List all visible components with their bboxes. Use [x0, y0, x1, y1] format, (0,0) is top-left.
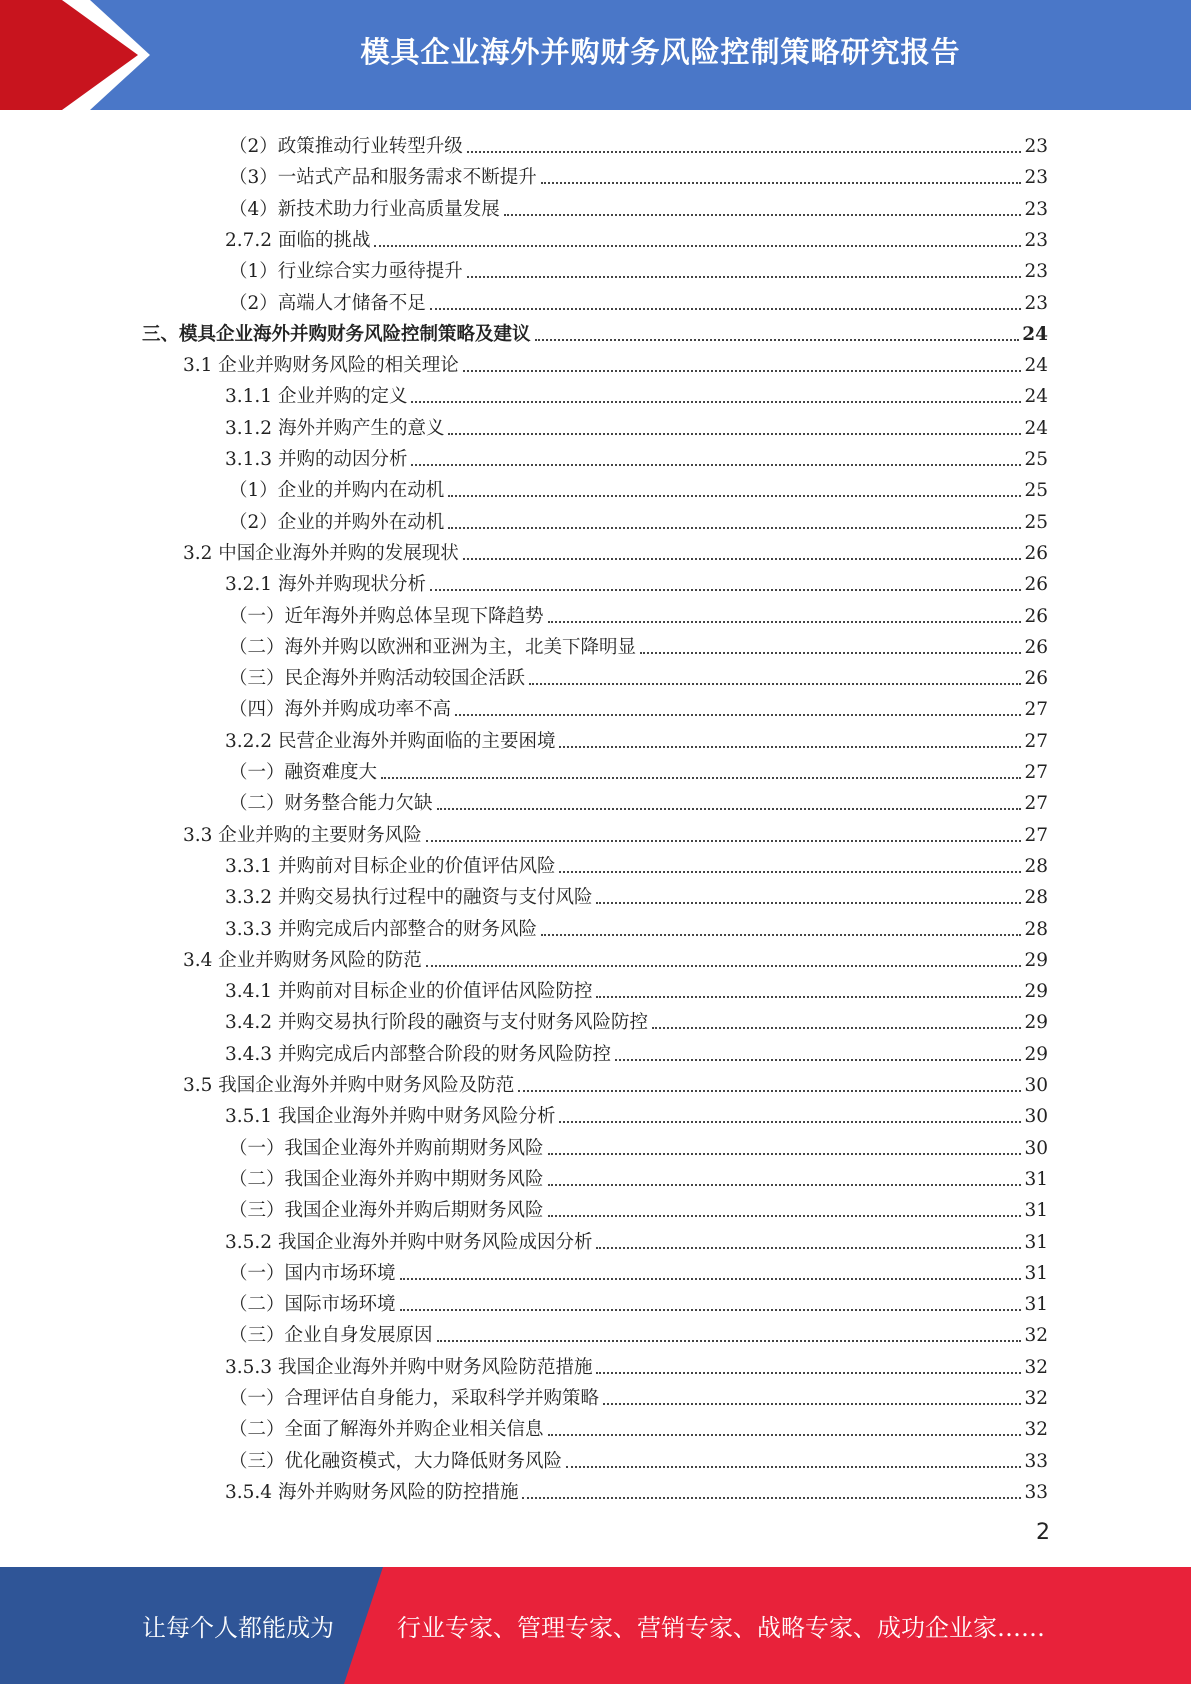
toc-entry-title: 3.4.1 并购前对目标企业的价值评估风险防控	[225, 981, 593, 1003]
toc-entry[interactable]	[229, 753, 1048, 784]
toc-entry[interactable]	[229, 1160, 1048, 1191]
toc-entry-title: （二）国际市场环境	[229, 1294, 396, 1316]
toc-entry-page: 31	[1024, 1231, 1048, 1253]
toc-entry[interactable]	[229, 690, 1048, 721]
toc-entry-title: （一）近年海外并购总体呈现下降趋势	[229, 605, 544, 627]
toc-entry-title: （三）优化融资模式，大力降低财务风险	[229, 1450, 563, 1472]
toc-entry-title: 3.5.4 海外并购财务风险的防控措施	[225, 1481, 519, 1503]
toc-entry[interactable]	[225, 1003, 1048, 1034]
toc-dot-leader	[400, 1278, 1022, 1280]
toc-dot-leader	[535, 339, 1020, 341]
toc-entry-title: （1）企业的并购内在动机	[229, 480, 445, 502]
toc-dot-leader	[640, 652, 1021, 654]
toc-dot-leader	[615, 1059, 1021, 1061]
toc-entry-title: （三）民企海外并购活动较国企活跃	[229, 668, 526, 690]
toc-entry-title: 3.3.2 并购交易执行过程中的融资与支付风险	[225, 887, 593, 909]
toc-entry[interactable]	[225, 1348, 1048, 1379]
toc-entry-title: 3.4.2 并购交易执行阶段的融资与支付财务风险防控	[225, 1012, 648, 1034]
toc-entry-page: 32	[1024, 1388, 1048, 1409]
toc-entry-title: （一）融资难度大	[229, 762, 378, 783]
toc-entry-title: 3.5 我国企业海外并购中财务风险及防范	[183, 1075, 515, 1096]
toc-entry-page: 29	[1024, 1012, 1048, 1034]
toc-dot-leader	[381, 777, 1021, 779]
toc-entry-title: （2）政策推动行业转型升级	[229, 136, 463, 157]
toc-dot-leader	[541, 934, 1021, 936]
toc-entry-title: 3.2.1 海外并购现状分析	[225, 574, 426, 596]
toc-dot-leader	[448, 495, 1021, 497]
toc-entry-title: 2.7.2 面临的挑战	[225, 229, 371, 251]
toc-dot-leader	[437, 1340, 1022, 1342]
toc-entry[interactable]	[225, 972, 1048, 1003]
toc-dot-leader	[529, 683, 1021, 685]
toc-entry[interactable]	[225, 565, 1048, 596]
toc-dot-leader	[467, 151, 1022, 153]
toc-entry-title: （4）新技术助力行业高质量发展	[229, 198, 500, 220]
toc-entry-page: 33	[1024, 1450, 1048, 1472]
toc-dot-leader	[596, 1372, 1021, 1374]
toc-dot-leader	[559, 1121, 1021, 1123]
toc-entry[interactable]	[229, 1379, 1048, 1410]
toc-entry[interactable]	[229, 1254, 1048, 1285]
toc-entry[interactable]	[225, 910, 1048, 941]
toc-entry[interactable]	[225, 221, 1048, 252]
toc-entry-page: 25	[1024, 511, 1048, 533]
toc-entry[interactable]	[225, 1223, 1048, 1254]
toc-entry-title: 3.3.3 并购完成后内部整合的财务风险	[225, 918, 537, 940]
toc-entry-title: 3.5.3 我国企业海外并购中财务风险防范措施	[225, 1356, 593, 1378]
toc-entry[interactable]	[229, 1410, 1048, 1441]
toc-dot-leader	[426, 840, 1022, 842]
toc-entry[interactable]	[229, 471, 1048, 502]
toc-entry[interactable]	[229, 158, 1048, 189]
toc-entry-page: 31	[1024, 1262, 1048, 1284]
toc-entry-page: 32	[1024, 1356, 1048, 1378]
toc-entry-page: 29	[1024, 949, 1048, 971]
toc-dot-leader	[596, 902, 1021, 904]
toc-entry[interactable]	[229, 659, 1048, 690]
toc-entry-title: （二）全面了解海外并购企业相关信息	[229, 1419, 544, 1441]
toc-entry-title: 三、模具企业海外并购财务风险控制策略及建议	[142, 323, 531, 345]
toc-dot-leader	[603, 1403, 1021, 1405]
toc-entry[interactable]	[225, 847, 1048, 878]
toc-entry-page: 25	[1024, 480, 1048, 502]
report-title: 模具企业海外并购财务风险控制策略研究报告	[360, 34, 961, 69]
toc-entry-title: 3.1 企业并购财务风险的相关理论	[183, 355, 459, 377]
toc-entry-page: 26	[1024, 574, 1048, 596]
toc-entry-page: 29	[1024, 1043, 1048, 1065]
toc-entry-page: 23	[1024, 292, 1048, 314]
toc-entry[interactable]	[229, 1316, 1048, 1347]
toc-entry-page: 30	[1024, 1137, 1048, 1159]
toc-entry-page: 28	[1024, 887, 1048, 909]
toc-entry-page: 30	[1024, 1106, 1048, 1128]
toc-dot-leader	[504, 214, 1022, 216]
toc-entry[interactable]	[229, 284, 1048, 315]
toc-entry-title: （二）我国企业海外并购中期财务风险	[229, 1168, 544, 1190]
toc-dot-leader	[522, 1497, 1021, 1499]
toc-entry-page: 31	[1024, 1168, 1048, 1190]
toc-dot-leader	[411, 464, 1021, 466]
toc-entry-page: 24	[1024, 386, 1048, 408]
toc-entry-title: （2）企业的并购外在动机	[229, 511, 445, 533]
toc-entry[interactable]	[225, 1097, 1048, 1128]
toc-entry-page: 32	[1024, 1325, 1048, 1347]
toc-entry-page: 26	[1024, 605, 1048, 627]
toc-entry[interactable]	[229, 127, 1048, 158]
toc-entry-page: 27	[1024, 824, 1048, 846]
toc-dot-leader	[548, 1215, 1022, 1217]
toc-entry-title: 3.1.3 并购的动因分析	[225, 449, 408, 470]
toc-entry-page: 23	[1024, 229, 1048, 251]
toc-entry-page: 28	[1024, 918, 1048, 940]
toc-entry-title: （四）海外并购成功率不高	[229, 699, 452, 721]
toc-entry[interactable]	[225, 409, 1048, 440]
toc-entry-title: （2）高端人才储备不足	[229, 292, 426, 314]
toc-dot-leader	[548, 1184, 1022, 1186]
toc-dot-leader	[548, 1153, 1022, 1155]
toc-entry-page: 23	[1024, 136, 1048, 157]
toc-entry-title: （三）企业自身发展原因	[229, 1325, 433, 1347]
toc-dot-leader	[559, 746, 1021, 748]
toc-dot-leader	[559, 871, 1021, 873]
toc-entry[interactable]	[225, 722, 1048, 753]
toc-entry-page: 28	[1024, 855, 1048, 877]
toc-entry-title: 3.3.1 并购前对目标企业的价值评估风险	[225, 855, 556, 877]
toc-entry[interactable]	[229, 628, 1048, 659]
footer-slogan-left: 让每个人都能成为	[142, 1614, 334, 1642]
toc-entry[interactable]	[183, 346, 1048, 377]
toc-dot-leader	[596, 996, 1021, 998]
toc-entry-page: 26	[1024, 636, 1048, 658]
toc-entry-page: 23	[1024, 167, 1048, 189]
toc-entry-page: 24	[1024, 417, 1048, 439]
toc-dot-leader	[518, 1090, 1021, 1092]
toc-entry-page: 23	[1024, 261, 1048, 283]
toc-dot-leader	[548, 621, 1022, 623]
toc-entry-title: 3.2 中国企业海外并购的发展现状	[183, 542, 459, 564]
toc-entry-page: 26	[1024, 668, 1048, 690]
toc-entry[interactable]	[225, 1473, 1048, 1504]
toc-dot-leader	[430, 308, 1022, 310]
toc-entry[interactable]	[229, 190, 1048, 221]
toc-entry-title: 3.1.1 企业并购的定义	[225, 386, 408, 408]
toc-entry-page: 27	[1024, 793, 1048, 815]
toc-entry-title: （1）行业综合实力亟待提升	[229, 261, 463, 283]
toc-entry-title: 3.1.2 海外并购产生的意义	[225, 417, 445, 439]
toc-dot-leader	[548, 1434, 1022, 1436]
toc-entry-title: （三）我国企业海外并购后期财务风险	[229, 1200, 544, 1222]
toc-dot-leader	[463, 370, 1022, 372]
toc-dot-leader	[448, 433, 1021, 435]
toc-entry-page: 31	[1024, 1200, 1048, 1222]
page-footer	[0, 1567, 1191, 1684]
toc-entry-page: 26	[1024, 542, 1048, 564]
toc-entry-title: （二）财务整合能力欠缺	[229, 793, 433, 815]
toc-entry[interactable]	[229, 1442, 1048, 1473]
toc-entry-page: 24	[1022, 323, 1048, 345]
toc-entry-title: （一）合理评估自身能力，采取科学并购策略	[229, 1388, 600, 1409]
toc-entry-title: 3.5.2 我国企业海外并购中财务风险成因分析	[225, 1231, 593, 1253]
page-header	[0, 0, 1191, 110]
toc-entry[interactable]	[229, 503, 1048, 534]
toc-entry[interactable]	[229, 784, 1048, 815]
toc-entry-page: 29	[1024, 981, 1048, 1003]
toc-entry-page: 33	[1024, 1481, 1048, 1503]
page-number: 2	[1036, 1520, 1050, 1545]
toc-entry-page: 32	[1024, 1419, 1048, 1441]
toc-entry-page: 23	[1024, 198, 1048, 220]
footer-slogan-right: 行业专家、管理专家、营销专家、战略专家、成功企业家……	[397, 1614, 1045, 1642]
toc-entry[interactable]	[229, 597, 1048, 628]
toc-dot-leader	[430, 589, 1021, 591]
toc-dot-leader	[541, 182, 1022, 184]
toc-entry-page: 24	[1024, 355, 1048, 377]
toc-entry-page: 25	[1024, 449, 1048, 470]
toc-entry[interactable]	[183, 534, 1048, 565]
toc-entry[interactable]	[229, 1129, 1048, 1160]
toc-dot-leader	[455, 714, 1021, 716]
toc-entry[interactable]	[225, 440, 1048, 471]
toc-entry[interactable]	[229, 252, 1048, 283]
toc-entry-page: 27	[1024, 699, 1048, 721]
toc-dot-leader	[411, 401, 1021, 403]
toc-entry-title: 3.4 企业并购财务风险的防范	[183, 949, 422, 971]
toc-entry[interactable]	[229, 1191, 1048, 1222]
toc-dot-leader	[437, 808, 1022, 810]
toc-dot-leader	[596, 1247, 1021, 1249]
toc-dot-leader	[652, 1027, 1021, 1029]
toc-entry-title: （3）一站式产品和服务需求不断提升	[229, 167, 537, 189]
toc-entry[interactable]	[183, 816, 1048, 847]
toc-dot-leader	[463, 558, 1022, 560]
toc-entry-title: （二）海外并购以欧洲和亚洲为主，北美下降明显	[229, 636, 637, 658]
toc-entry[interactable]	[229, 1285, 1048, 1316]
toc-dot-leader	[426, 965, 1022, 967]
toc-entry-page: 30	[1024, 1075, 1048, 1096]
toc-entry-title: 3.2.2 民营企业海外并购面临的主要困境	[225, 730, 556, 752]
toc-dot-leader	[374, 245, 1021, 247]
toc-entry-page: 27	[1024, 762, 1048, 783]
toc-entry[interactable]	[183, 1066, 1048, 1097]
toc-dot-leader	[566, 1466, 1021, 1468]
toc-dot-leader	[448, 527, 1021, 529]
toc-entry[interactable]	[142, 315, 1048, 346]
toc-entry[interactable]	[225, 1035, 1048, 1066]
toc-entry-title: （一）我国企业海外并购前期财务风险	[229, 1137, 544, 1159]
toc-entry-page: 31	[1024, 1294, 1048, 1316]
toc-dot-leader	[467, 276, 1022, 278]
toc-entry-page: 27	[1024, 730, 1048, 752]
toc-dot-leader	[400, 1309, 1022, 1311]
toc-entry-title: 3.3 企业并购的主要财务风险	[183, 824, 422, 846]
toc-entry-title: 3.5.1 我国企业海外并购中财务风险分析	[225, 1106, 556, 1128]
toc-entry-title: （一）国内市场环境	[229, 1262, 396, 1284]
toc-entry[interactable]	[225, 878, 1048, 909]
toc-entry-title: 3.4.3 并购完成后内部整合阶段的财务风险防控	[225, 1043, 611, 1065]
toc-entry[interactable]	[225, 377, 1048, 408]
toc-entry[interactable]	[183, 941, 1048, 972]
